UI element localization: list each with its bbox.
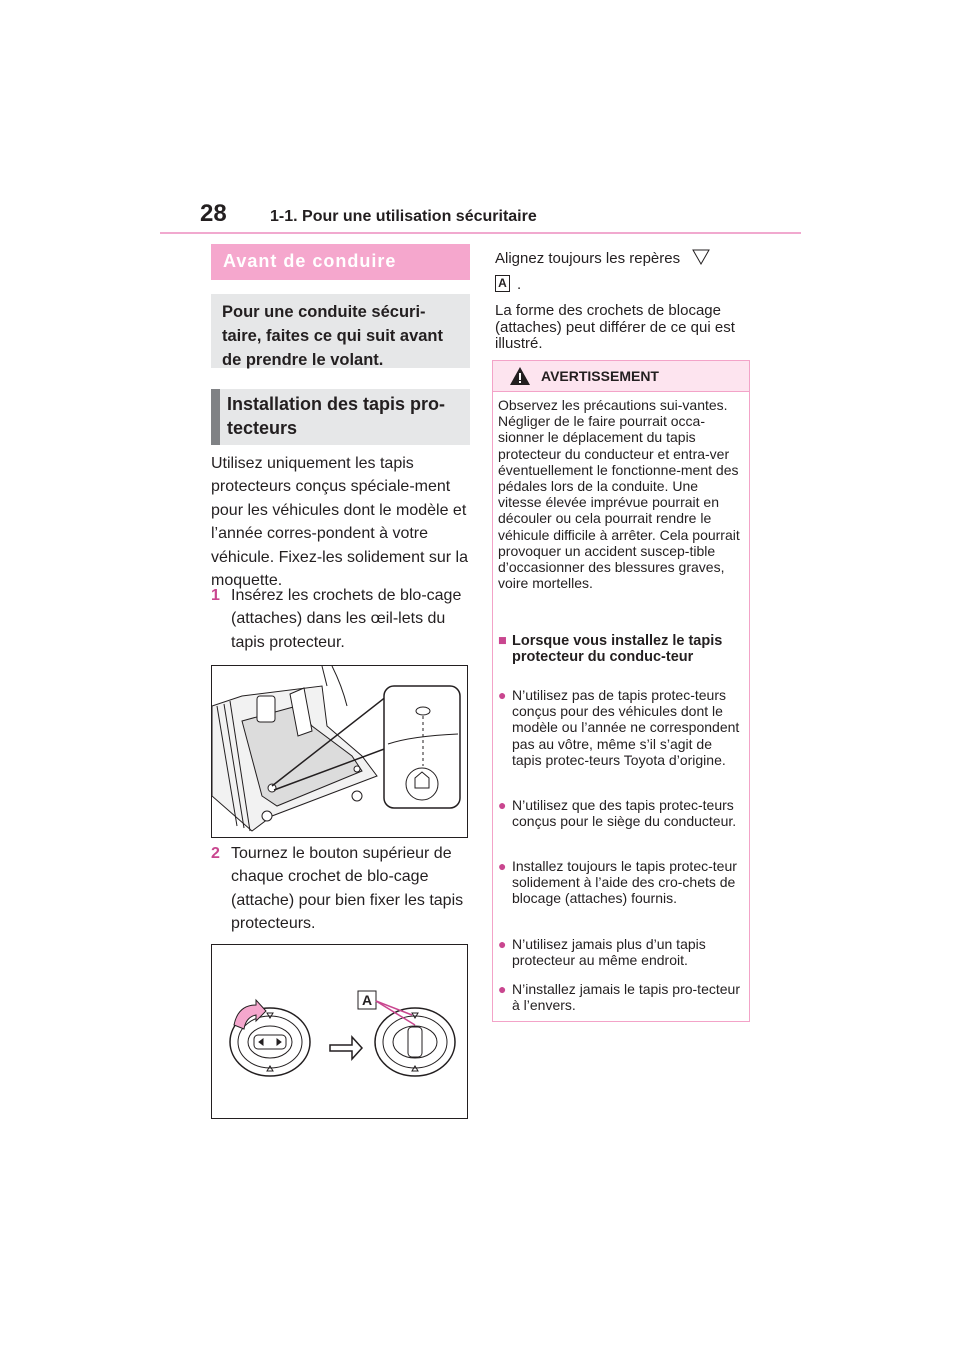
bullet-dot-icon: ● [498,687,507,703]
page-number: 28 [200,200,227,227]
intro-text: Pour une conduite sécuri-taire, faites ce qui suit avant de prendre le volant. [222,303,443,369]
floor-mat-illustration [211,665,468,838]
body-paragraph: Utilisez uniquement les tapis protecteurs conçus spéciale-ment pour les véhicules dont le modèle et l’année corres-pondent à votre véhicule. Fixez-les solidement sur la moquette. [211,455,468,590]
step-2 [211,842,471,938]
bullet-text: Installez toujours le tapis protec-teur solidement à l’aide des cro-chets de blocage (attaches) fournis. [512,858,737,907]
heading-bar [211,389,220,445]
bullet-text: N’utilisez que des tapis protec-teurs conçus pour le siège du conducteur. [512,797,737,830]
align-end: . [517,276,522,293]
intro-box [211,294,470,368]
section-banner-title: Avant de conduire [223,251,397,271]
step-text: Insérez les crochets de blo-cage (attaches) dans les œil-lets du tapis protecteur. [231,587,462,651]
warning-intro: Observez les précautions sui-vantes. Négliger de le faire pourrait occa-sionner le déplacement du tapis protecteur du conducteur et entra-ver éventuellement le fonctionne-ment des pédales lors de la conduite. Une vitesse élevée imprévue pourrait en découler ou cela pourrait rendre le véhicule difficile à arrêter. Cela pourrait provoquer un accident suscep-tible d’occasionner des blessures graves, voire mortelles. [498,397,740,592]
bullet-text: N’utilisez pas de tapis protec-teurs conçus pour des véhicules dont le modèle ou l’année ne correspondent pas au vôtre, même s’il s’agit de tapis protec-teurs Toyota d’origine. [512,687,740,768]
warning-subheading-text: Lorsque vous installez le tapis protecteur du conduc-teur [512,633,723,666]
triangle-mark-icon [691,248,711,268]
align-instruction: Alignez toujours les repères [495,250,681,267]
note-paragraph: La forme des crochets de blocage (attaches) peut différer de ce qui est illustré. [495,302,735,352]
bullet-dot-icon: ● [498,936,507,952]
figure-label-a: A [361,992,373,1008]
section-title: 1-1. Pour une utilisation sécuritaire [270,208,537,225]
lock-knob-illustration [211,944,468,1119]
step-text: Tournez le bouton supérieur de chaque crochet de blo-cage (attache) pour bien fixer les tapis protecteurs. [231,845,464,933]
marker-a: A [495,275,510,292]
header-rule [160,232,801,234]
step-1 [211,584,471,656]
step-number: 1 [211,587,220,604]
bullet-dot-icon: ● [498,797,507,813]
topic-heading-text: Installation des tapis pro-tecteurs [227,394,446,438]
topic-heading [211,389,470,445]
warning-header [493,361,749,392]
bullet-dot-icon: ● [498,981,507,997]
warning-icon [509,366,531,386]
bullet-dot-icon: ● [498,858,507,874]
square-bullet-icon: ■ [498,633,507,649]
bullet-text: N’utilisez jamais plus d’un tapis protecteur au même endroit. [512,936,706,969]
bullet-text: N’installez jamais le tapis pro-tecteur à l’envers. [512,981,740,1014]
step-number: 2 [211,845,220,862]
warning-title: AVERTISSEMENT [541,368,659,384]
section-banner [211,244,470,280]
warning-box [492,360,750,1022]
